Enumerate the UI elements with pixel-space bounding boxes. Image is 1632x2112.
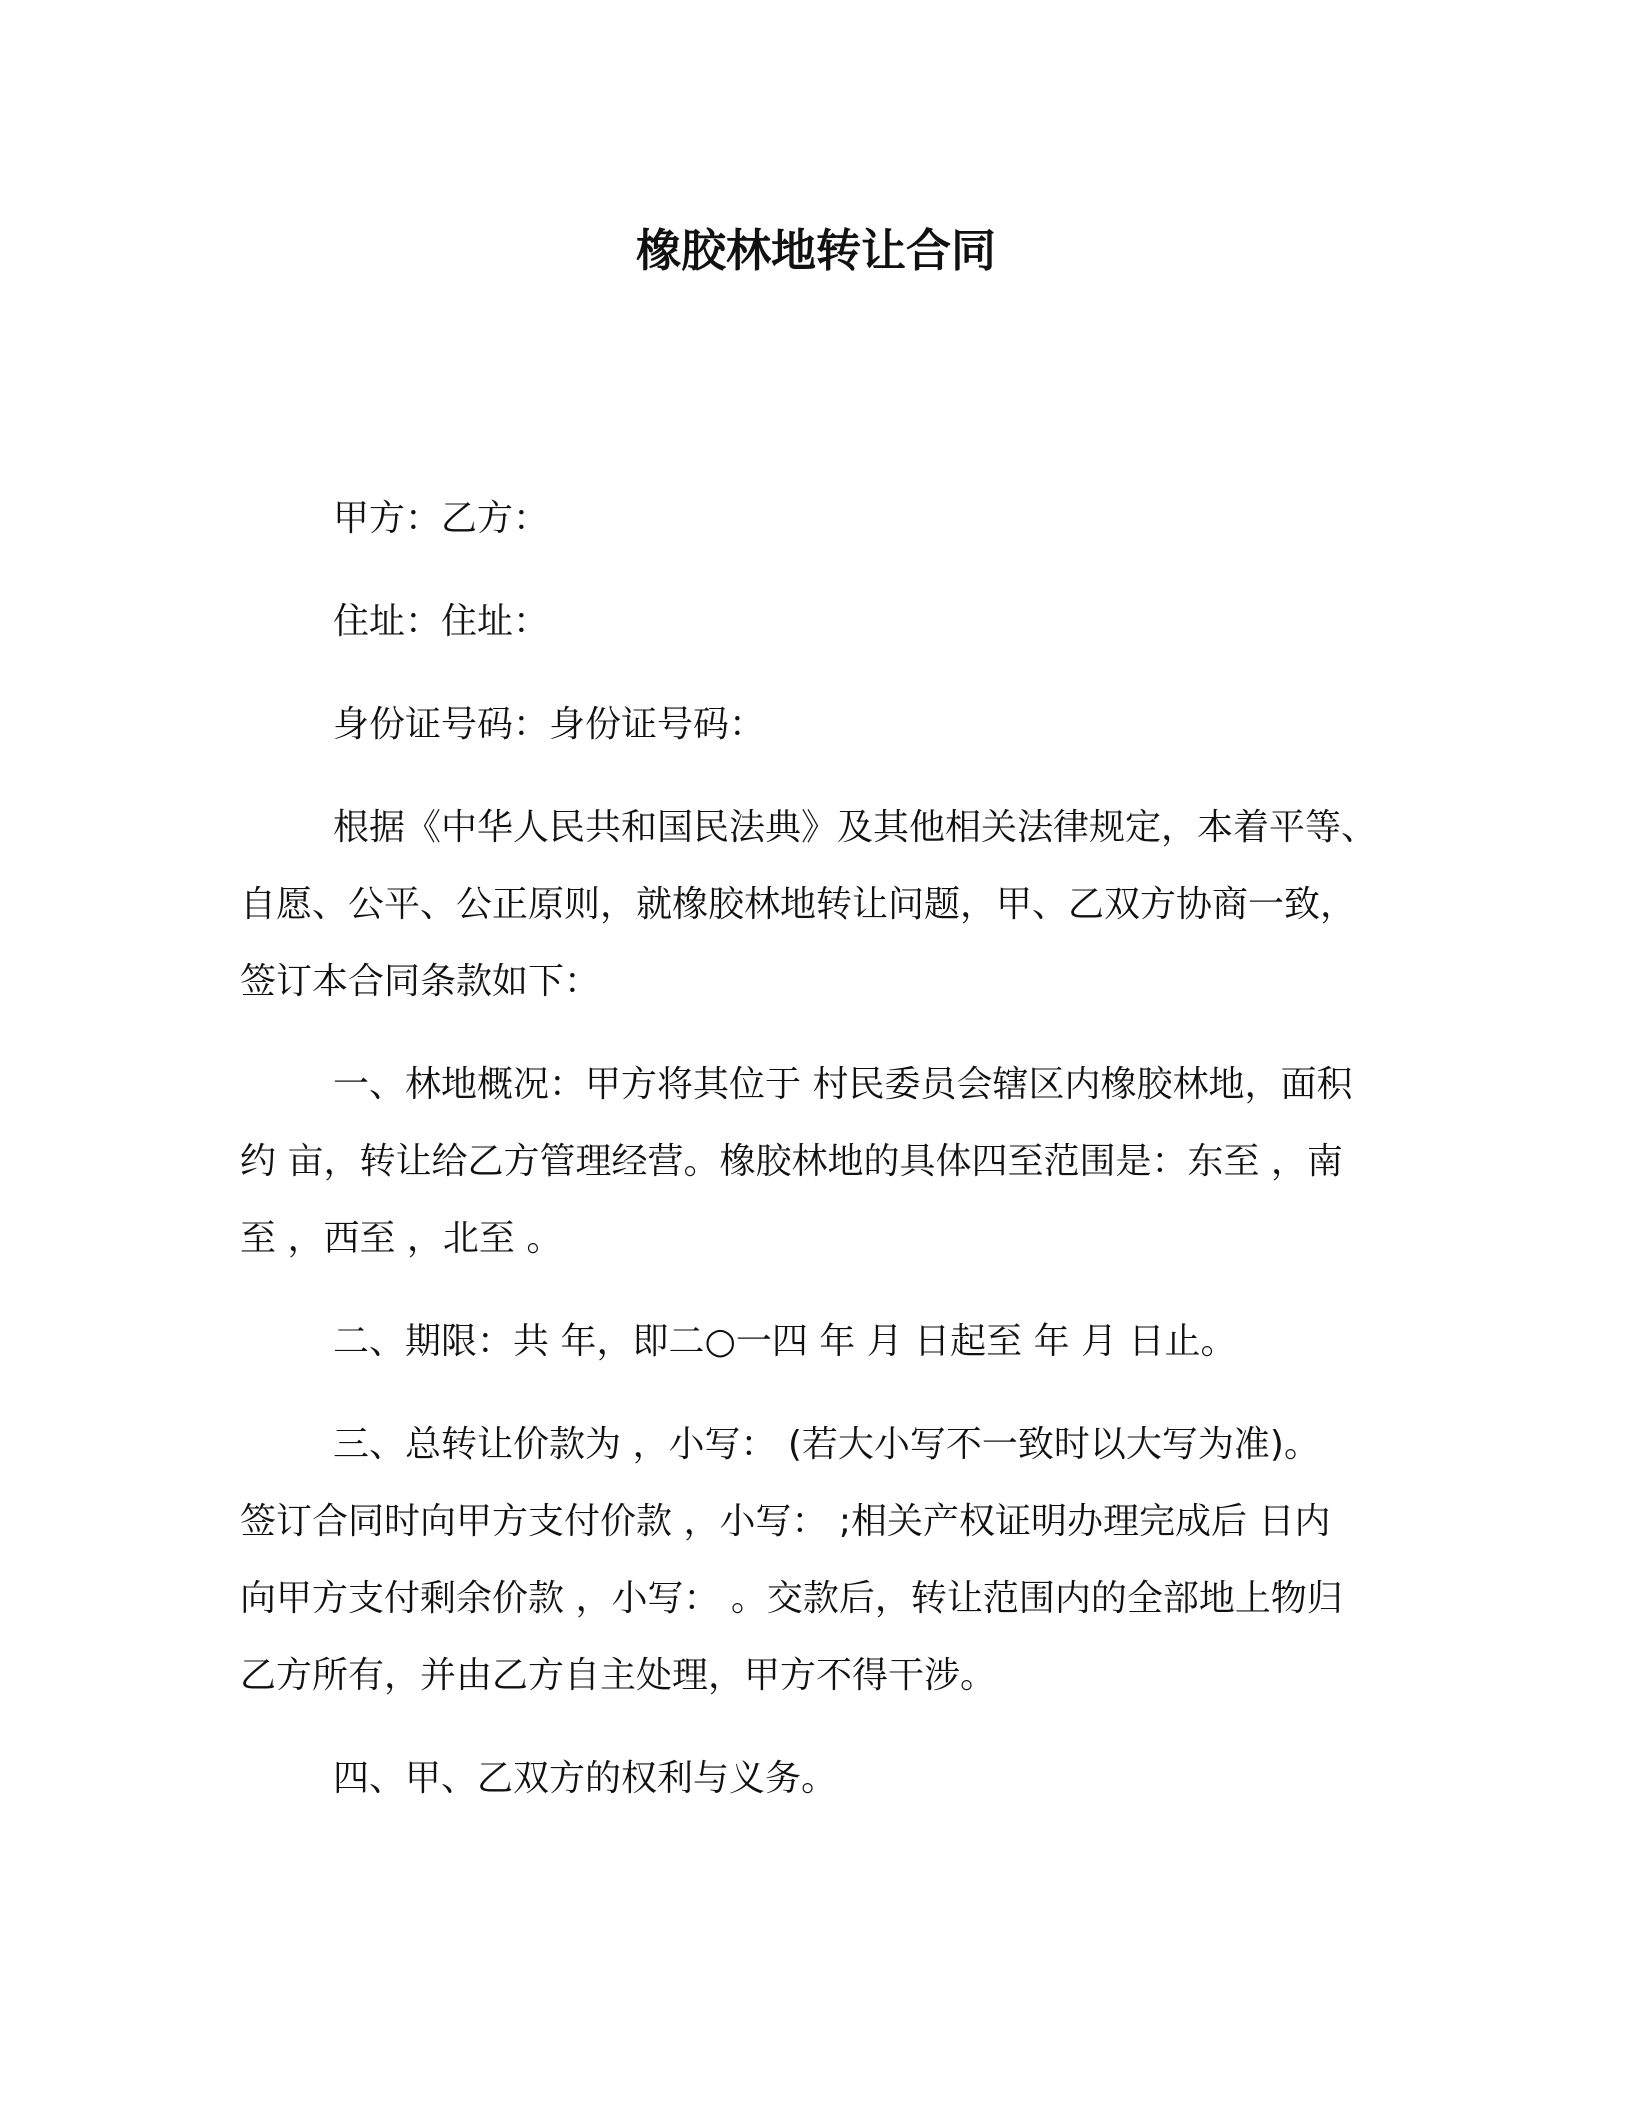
clause-4-rights-obligations	[240, 1740, 1400, 1817]
document-body	[240, 480, 1400, 1843]
paragraph-parties	[240, 480, 1400, 557]
text-line: 约 亩，转让给乙方管理经营。橡胶林地的具体四至范围是：东至 ，南	[240, 1141, 1343, 1182]
text-line: 签订本合同条款如下：	[240, 961, 601, 1002]
text-line: 三、总转让价款为 ，小写： (若大小写不一致时以大写为准)。	[333, 1424, 1320, 1465]
text-line: 自愿、公平、公正原则，就橡胶林地转让问题，甲、乙双方协商一致，	[240, 884, 1357, 925]
text-line: 乙方所有，并由乙方自主处理，甲方不得干涉。	[240, 1655, 997, 1696]
text-line: 住址：住址：	[333, 601, 550, 642]
paragraph-preamble	[240, 789, 1400, 1020]
text-line: 签订合同时向甲方支付价款 ，小写： ;相关产权证明办理完成后 日内	[240, 1501, 1331, 1542]
text-line: 至 ，西至 ，北至 。	[240, 1218, 563, 1259]
paragraph-addresses	[240, 583, 1400, 660]
text-line: 根据《中华人民共和国民法典》及其他相关法律规定，本着平等、	[333, 807, 1378, 848]
clause-3-price	[240, 1406, 1400, 1714]
text-line: 身份证号码：身份证号码：	[333, 704, 766, 745]
text-line: 四、甲、乙双方的权利与义务。	[333, 1758, 838, 1799]
text-line: 二、期限：共 年，即二○一四 年 月 日起至 年 月 日止。	[333, 1321, 1237, 1362]
clause-1-forest-overview	[240, 1046, 1400, 1277]
clause-2-term	[240, 1303, 1400, 1380]
text-line: 向甲方支付剩余价款 ，小写： 。交款后，转让范围内的全部地上物归	[240, 1578, 1343, 1619]
text-line: 一、林地概况：甲方将其位于 村民委员会辖区内橡胶林地，面积	[333, 1064, 1353, 1105]
document-title: 橡胶林地转让合同	[635, 224, 996, 277]
paragraph-id-numbers	[240, 686, 1400, 763]
text-line: 甲方：乙方：	[333, 498, 550, 539]
